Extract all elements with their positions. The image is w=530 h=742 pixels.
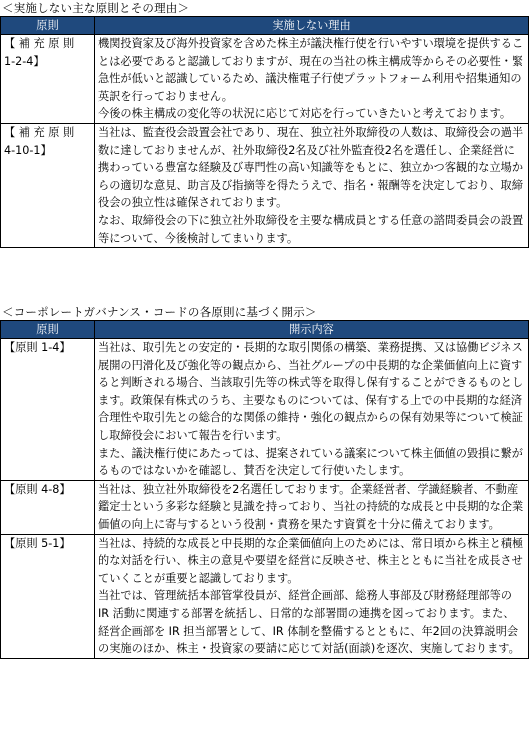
disclosure-paragraph: 当社は、持続的な成長と中長期的な企業価値向上のためには、常日頃から株主と積極的な対話を行い、株主の意見や要望を経営に反映させ、株主とともに当社を成長させていくことが重要と認識しております。 xyxy=(98,536,524,585)
reason-paragraph: なお、取締役会の下に独立社外取締役を主要な構成員とする任意の諮問委員会の設置等について、今後検討してまいります。 xyxy=(98,213,524,245)
disclosure-paragraph: 当社は、独立社外取締役を2名選任しております。企業経営者、学識経験者、不動産鑑定士という多彩な経験と見識を持っており、当社の持続的な成長と中長期的な企業価値の向上に寄与するという役割・責務を果たす資質を十分に備えております。 xyxy=(98,482,524,531)
header-disclosure: 開示内容 xyxy=(95,321,529,339)
reason-cell xyxy=(95,35,529,124)
principle-label: 【原則 1-4】 xyxy=(1,339,95,481)
principle-label: 【 補 充 原 則 1-2-4】 xyxy=(1,35,95,124)
table-row xyxy=(1,35,529,124)
principle-label: 【原則 4-8】 xyxy=(1,480,95,534)
table-row xyxy=(1,480,529,534)
header-principle: 原則 xyxy=(1,321,95,339)
table-header-row xyxy=(1,321,529,339)
principle-label: 【 補 充 原 則 4-10-1】 xyxy=(1,123,95,247)
reason-paragraph: 当社は、監査役会設置会社であり、現在、独立社外取締役の人数は、取締役会の過半数に達しておりませんが、社外取締役2名及び社外監査役2名を選任し、企業経営に携わっている豊富な経験及び専門性の高い知識等をもとに、独立かつ客観的な立場からの適切な意見、助言及び指摘等を得たうえで、指名・報酬等を決定しており、取締役会の独立性は確保されております。 xyxy=(98,125,524,210)
reason-paragraph: 今後の株主構成の変化等の状況に応じて対応を行っていきたいと考えております。 xyxy=(98,107,512,121)
principle-label: 【原則 5-1】 xyxy=(1,534,95,658)
section2-title: ＜コーポレートガバナンス・コードの各原則に基づく開示＞ xyxy=(2,305,317,319)
disclosure-cell xyxy=(95,534,529,658)
reason-paragraph: 機関投資家及び海外投資家を含めた株主が議決権行使を行いやすい環境を提供することは必要であると認識しておりますが、現在の当社の株主構成等からその必要性・緊急性が低いと認識しているため、議決権電子行使プラットフォーム利用や招集通知の英訳を行っておりません。 xyxy=(98,37,524,103)
disclosure-paragraph: 当社では、管理統括本部管掌役員が、経営企画部、総務人事部及び財務経理部等の IR 活動に関連する部署を統括し、日常的な部署間の連携を図っております。また、経営企画部を IR 担当部署として、IR 体制を整備するとともに、年2回の決算説明会の実施のほか、株主・投資家の要請に応じて対話(面談)を逐次、実施しております。 xyxy=(98,589,520,656)
header-reason: 実施しない理由 xyxy=(95,17,529,35)
disclosure-cell xyxy=(95,339,529,481)
table-row xyxy=(1,123,529,247)
table-row xyxy=(1,534,529,658)
table-row xyxy=(1,339,529,481)
non-compliance-table xyxy=(0,16,529,248)
disclosure-paragraph: また、議決権行使にあたっては、提案されている議案について株主価値の毀損に繋がるものではないかを確認し、賛否を決定して行使いたします。 xyxy=(98,446,523,478)
disclosure-paragraph: 当社は、取引先との安定的・長期的な取引関係の構築、業務提携、又は協働ビジネス展開の円滑化及び強化等の観点から、当社グループの中長期的な企業価値向上に資すると判断される場合、当該取引先等の株式等を取得し保有することができるものとします。政策保有株式のうち、主要なものについては、保有する上での中長期的な経済合理性や取引先との総合的な関係の維持・強化の観点からの保有効果等について検証し取締役会において報告を行います。 xyxy=(98,341,524,442)
disclosure-cell xyxy=(95,480,529,534)
disclosure-table xyxy=(0,320,529,659)
reason-cell xyxy=(95,123,529,247)
header-principle: 原則 xyxy=(1,17,95,35)
section1-title: ＜実施しない主な原則とその理由＞ xyxy=(2,1,190,15)
table-header-row xyxy=(1,17,529,35)
